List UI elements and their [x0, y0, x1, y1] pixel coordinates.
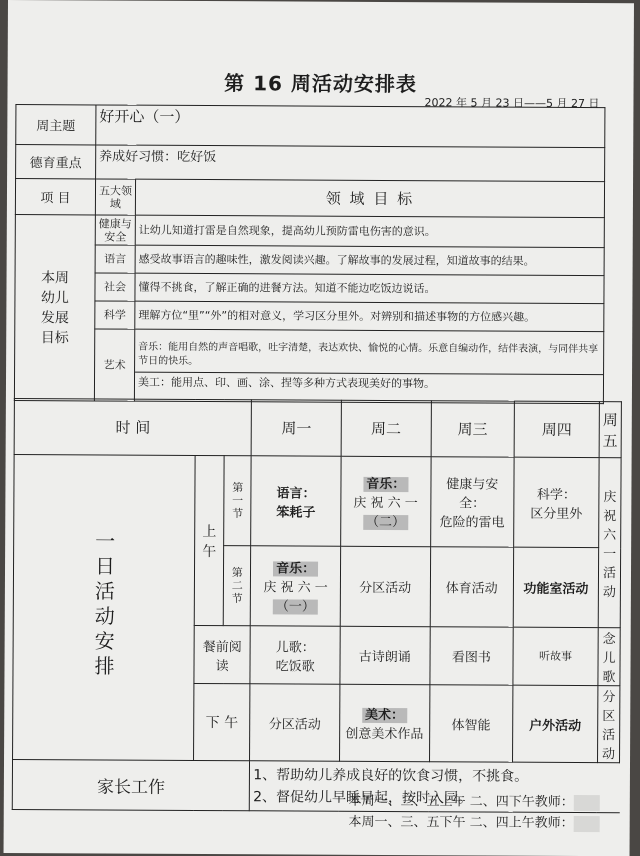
- cell-mon-p1: [251, 456, 341, 546]
- tue-afternoon-subject: 美术：: [362, 708, 407, 723]
- page-title: 第 16 周活动安排表: [224, 71, 418, 97]
- tue-p1-title: 庆 祝 六 一: [353, 495, 418, 512]
- footer-line-1-text: 本周一、三、五上午 二、四下午教师：: [348, 793, 574, 810]
- goal-music: 音乐：能用自然的声音唱歌，吐字清楚，表达欢快、愉悦的心情。乐意自编动作，结伴表演，与同伴共享节日的快乐。: [138, 341, 599, 368]
- cell-wed-afternoon: 体智能: [429, 685, 513, 762]
- goal-health: 让幼儿知道打雷是自然现象，提高幼儿预防雷电伤害的意识。: [135, 215, 604, 247]
- goal-language: 感受故事语言的趣味性，激发阅读兴趣。了解故事的发展过程，知道故事的结果。: [135, 245, 604, 275]
- cell-mon-afternoon: 分区活动: [250, 684, 340, 761]
- cell-thu-p1: [514, 457, 599, 547]
- cell-thu-p2: 功能室活动: [513, 547, 598, 627]
- domain-science: 科学: [95, 301, 135, 329]
- cell-tue-p2: 分区活动: [340, 546, 430, 626]
- cell-wed-reading: 看图书: [429, 627, 513, 685]
- parents-item-1: 1、帮助幼儿养成良好的饮食习惯，不挑食。: [253, 766, 529, 785]
- parents-label: 家长工作: [12, 760, 250, 811]
- day-thu: 周四: [514, 401, 599, 457]
- schedule-table: [12, 398, 622, 813]
- goal-science: 理解方位“里”“外”的相对意义，学习区分里外。对辨别和描述事物的方位感兴趣。: [135, 301, 604, 331]
- signature-2: [574, 815, 600, 831]
- wed-p1-title: 危险的雷电: [439, 515, 505, 531]
- domain-social: 社会: [95, 273, 135, 301]
- theme-label: 周主题: [16, 105, 96, 145]
- item-label: 项 目: [15, 179, 95, 215]
- tue-p1-subject: 音乐：: [363, 477, 408, 492]
- mon-p1-subject: 语言：: [276, 485, 316, 502]
- moral-label: 德育重点: [16, 145, 96, 179]
- mon-p2-part: （一）: [273, 599, 318, 614]
- tue-p1-part: （二）: [363, 515, 408, 530]
- cell-fri-morning: 庆祝六一活动: [598, 458, 621, 628]
- morning-label: 上午: [194, 455, 224, 625]
- mon-reading-title: 吃饭歌: [275, 658, 315, 675]
- cell-tue-p1: [341, 456, 431, 546]
- domain-health: 健康与安全: [95, 215, 135, 245]
- time-label: 时 间: [14, 399, 252, 456]
- tue-afternoon-title: 创意美术作品: [345, 726, 424, 743]
- day-mon: 周一: [251, 400, 341, 456]
- goal-social: 懂得不挑食，了解正确的进餐方法。知道不能边吃饭边说话。: [135, 273, 604, 303]
- thu-p1-subject: 科学：: [536, 487, 576, 503]
- goal-art: 美工：能用点、印、画、涂、捏等多种方式表现美好的事物。: [135, 372, 603, 392]
- domain-arts: 艺术: [94, 329, 134, 401]
- mon-reading-type: 儿歌：: [275, 639, 315, 656]
- signature-1: [574, 794, 600, 810]
- cell-wed-p1: [430, 457, 514, 547]
- day-wed: 周三: [431, 401, 515, 457]
- cell-wed-p2: 体育活动: [430, 547, 514, 627]
- mon-p2-title: 庆 祝 六 一: [263, 580, 328, 596]
- cell-tue-afternoon: [339, 684, 429, 761]
- mon-p1-title: 笨耗子: [276, 504, 316, 521]
- cell-thu-reading: 听故事: [513, 627, 598, 685]
- footer-line-2: [349, 811, 600, 832]
- schedule-sheet: [4, 0, 634, 856]
- period-1-label: 第一节: [224, 456, 252, 546]
- footer-line-1: [349, 790, 600, 811]
- parents-item-2: 2、督促幼儿早睡早起，按时入园。: [253, 788, 473, 806]
- cell-tue-reading: 古诗朗诵: [340, 626, 430, 684]
- cell-thu-afternoon: 户外活动: [513, 685, 598, 762]
- cell-fri-afternoon: 分区活动: [597, 686, 619, 763]
- date-range: 2022 年 5 月 23 日——5 月 27 日: [424, 96, 600, 111]
- mon-p2-subject: 音乐：: [273, 561, 318, 576]
- afternoon-label: 下 午: [194, 683, 251, 760]
- thu-p1-title: 区分里外: [530, 506, 583, 522]
- five-domains-label: 五大领域: [95, 179, 135, 215]
- cell-fri-reading: 念儿歌: [598, 628, 620, 686]
- goals-row-label: 本周幼儿发展目标: [14, 215, 95, 401]
- footer-line-2-text: 本周一、三、五下午 二、四上午教师：: [348, 814, 574, 831]
- day-tue: 周二: [341, 400, 431, 456]
- domain-language: 语言: [95, 245, 135, 273]
- moral-value: 养成好习惯：吃好饭: [96, 145, 605, 182]
- period-2-label: 第二节: [223, 546, 250, 626]
- cell-mon-reading: [250, 626, 340, 684]
- goals-table: [14, 104, 606, 404]
- wed-p1-subject: 健康与安全：: [446, 477, 499, 512]
- goal-title: 领 域 目 标: [135, 179, 604, 217]
- theme-value: 好开心（一）: [96, 105, 605, 148]
- cell-mon-p2: [251, 546, 341, 626]
- reading-label: 餐前阅读: [194, 625, 251, 683]
- day-fri: 周五: [599, 402, 621, 458]
- daily-block-label: 一日活动安排: [90, 530, 116, 681]
